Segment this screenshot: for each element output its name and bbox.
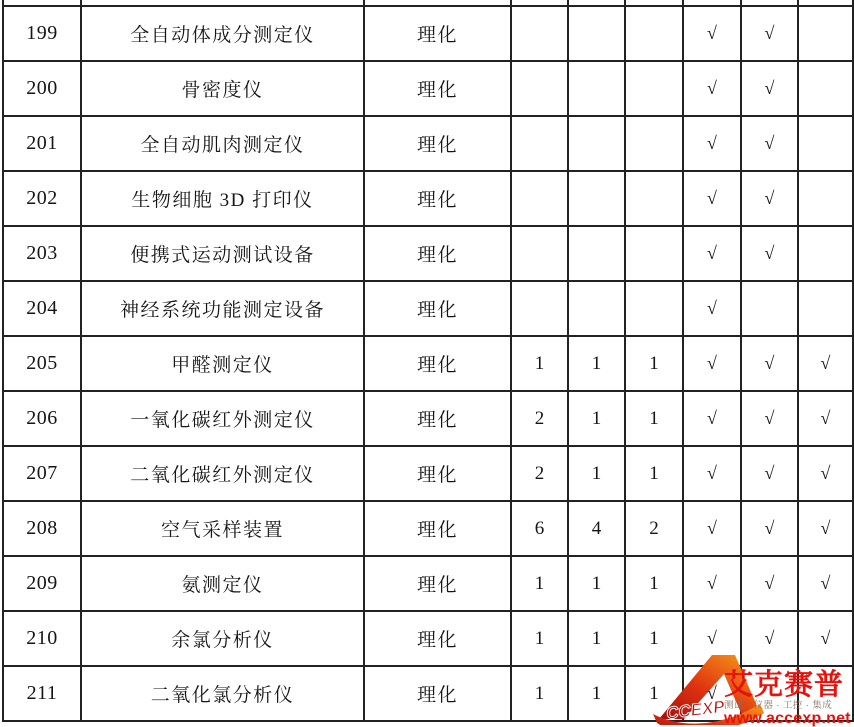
cell-c2	[741, 446, 798, 501]
cell-q2	[568, 666, 625, 721]
cell-no-text: 200	[26, 77, 58, 99]
cell-q2-text: 4	[591, 517, 602, 539]
cell-category-text: 理化	[416, 245, 458, 266]
cell-no-text: 204	[26, 297, 58, 319]
cell-c3	[798, 556, 853, 611]
cell-q1	[511, 501, 568, 556]
cell-no-text: 203	[26, 242, 58, 264]
cell-c1-text: √	[707, 682, 717, 703]
cell-category	[364, 391, 511, 446]
equipment-table	[2, 0, 854, 722]
cell-c1-text: √	[707, 407, 717, 428]
cell-c2-text: √	[764, 572, 775, 593]
cell-category-text: 理化	[416, 630, 458, 651]
cell-c3-text: √	[820, 572, 831, 593]
cell-category-text: 理化	[416, 135, 458, 156]
cell-c1-text: √	[707, 352, 717, 373]
cell-category	[364, 611, 511, 666]
cell-c3	[798, 336, 853, 391]
cell-q1	[511, 666, 568, 721]
cell-c3	[798, 171, 853, 226]
table-row	[3, 391, 853, 446]
cell-no	[3, 171, 81, 226]
cell-c2-text: √	[764, 627, 775, 648]
cell-category	[364, 666, 511, 721]
cell-c2-text: √	[764, 517, 775, 538]
cell-q3	[625, 281, 683, 336]
cell-c2	[741, 6, 798, 61]
cell-no-text: 207	[26, 462, 58, 484]
cell-q2	[568, 556, 625, 611]
cell-name-text: 生物细胞 3D 打印仪	[131, 190, 314, 211]
cell-c2	[741, 61, 798, 116]
cell-q2	[568, 281, 625, 336]
cell-name	[81, 171, 364, 226]
cell-no-text: 211	[26, 682, 58, 704]
cell-c3	[798, 61, 853, 116]
cell-c3-text: √	[820, 462, 831, 483]
cell-no	[3, 116, 81, 171]
cell-c1-text: √	[707, 242, 717, 263]
cell-c3	[798, 446, 853, 501]
table-row	[3, 336, 853, 391]
logo-ccexp-text: CCEXP	[665, 696, 726, 723]
cell-category-text: 理化	[416, 25, 458, 46]
cell-category	[364, 446, 511, 501]
cell-c1	[683, 501, 741, 556]
cell-c1	[683, 556, 741, 611]
cell-category-text: 理化	[416, 575, 458, 596]
cell-q3-text: 2	[649, 517, 659, 539]
cell-c3-text: √	[820, 407, 831, 428]
cell-q3	[625, 6, 683, 61]
cell-category-text: 理化	[416, 300, 458, 321]
cell-name-text: 二氧化碳红外测定仪	[130, 465, 315, 486]
cell-q3	[625, 556, 683, 611]
cell-q2	[568, 336, 625, 391]
table-row	[3, 171, 853, 226]
cell-category	[364, 116, 511, 171]
cell-q3-text: 1	[649, 572, 659, 594]
cell-name-text: 一氧化碳红外测定仪	[130, 410, 315, 431]
cell-category	[364, 336, 511, 391]
cell-c1-text: √	[707, 22, 717, 43]
cell-name-text: 全自动体成分测定仪	[130, 25, 315, 46]
cell-q2	[568, 391, 625, 446]
cell-c1-text: √	[707, 572, 717, 593]
cell-c3	[798, 281, 853, 336]
cell-category	[364, 281, 511, 336]
cell-c2-text: √	[764, 462, 775, 483]
cell-c2-text: √	[764, 22, 775, 43]
cell-c1	[683, 61, 741, 116]
table-row	[3, 501, 853, 556]
cell-name-text: 氨测定仪	[181, 575, 264, 596]
cell-q1	[511, 336, 568, 391]
cell-q1-text: 1	[534, 682, 545, 704]
cell-category	[364, 6, 511, 61]
cell-c2-text: √	[764, 132, 775, 153]
cell-c3-text: √	[820, 627, 831, 648]
cell-q1	[511, 611, 568, 666]
cell-name-text: 二氧化氯分析仪	[150, 685, 295, 706]
cell-c1-text: √	[707, 627, 717, 648]
cell-category	[364, 61, 511, 116]
cell-q2-text: 1	[591, 462, 602, 484]
cell-c3-text: √	[820, 517, 831, 538]
table-row	[3, 116, 853, 171]
cell-q2-text: 1	[591, 682, 602, 704]
cell-c1	[683, 226, 741, 281]
cell-q2	[568, 171, 625, 226]
watermark-url: www.accexp.net	[724, 710, 851, 727]
cell-q3	[625, 391, 683, 446]
cell-q1-text: 6	[534, 517, 545, 539]
cell-q1	[511, 171, 568, 226]
cell-category-text: 理化	[416, 190, 458, 211]
cell-name	[81, 281, 364, 336]
cell-c1	[683, 446, 741, 501]
cell-q2	[568, 446, 625, 501]
cell-c2-text: √	[764, 187, 775, 208]
cell-no-text: 209	[26, 572, 58, 594]
cell-q1	[511, 6, 568, 61]
cell-no	[3, 281, 81, 336]
cell-name	[81, 556, 364, 611]
cell-q2-text: 1	[591, 572, 602, 594]
cell-no-text: 199	[26, 22, 58, 44]
cell-no	[3, 446, 81, 501]
cell-name-text: 便携式运动测试设备	[130, 245, 315, 266]
cell-name	[81, 6, 364, 61]
cell-q1-text: 1	[534, 572, 545, 594]
cell-c3	[798, 391, 853, 446]
cell-no	[3, 666, 81, 721]
cell-name	[81, 116, 364, 171]
cell-q1	[511, 226, 568, 281]
cell-no	[3, 61, 81, 116]
cell-c1-text: √	[707, 462, 717, 483]
table-row	[3, 6, 853, 61]
cell-name	[81, 666, 364, 721]
cell-name	[81, 391, 364, 446]
cell-q2	[568, 226, 625, 281]
cell-q3-text: 1	[649, 627, 659, 649]
cell-c3-text: √	[820, 352, 831, 373]
cell-q1	[511, 281, 568, 336]
cell-category-text: 理化	[416, 355, 458, 376]
cell-name-text: 神经系统功能测定设备	[119, 300, 325, 321]
cell-q3-text: 1	[649, 462, 659, 484]
cell-name-text: 骨密度仪	[181, 80, 264, 101]
cell-c1	[683, 6, 741, 61]
cell-c2-text: √	[764, 407, 775, 428]
cell-q2	[568, 61, 625, 116]
cell-c2	[741, 556, 798, 611]
cell-q3	[625, 61, 683, 116]
cell-name-text: 余氯分析仪	[171, 630, 274, 651]
cell-c3	[798, 226, 853, 281]
cell-c2	[741, 336, 798, 391]
cell-c1-text: √	[707, 517, 717, 538]
table-row	[3, 226, 853, 281]
cell-category	[364, 226, 511, 281]
cell-q1-text: 1	[534, 627, 545, 649]
cell-category-text: 理化	[416, 80, 458, 101]
cell-no	[3, 336, 81, 391]
cell-q3-text: 1	[649, 352, 659, 374]
cell-c1	[683, 171, 741, 226]
cell-c1-text: √	[707, 77, 717, 98]
cell-category	[364, 501, 511, 556]
cell-category-text: 理化	[416, 520, 458, 541]
cell-no-text: 210	[26, 627, 58, 649]
cell-q1	[511, 446, 568, 501]
cell-category-text: 理化	[416, 465, 458, 486]
table-row	[3, 446, 853, 501]
cell-name	[81, 226, 364, 281]
cell-no	[3, 556, 81, 611]
cell-no-text: 201	[26, 132, 58, 154]
cell-q1-text: 1	[534, 352, 545, 374]
cell-name	[81, 611, 364, 666]
cell-category	[364, 171, 511, 226]
cell-no	[3, 611, 81, 666]
cell-c1	[683, 281, 741, 336]
cell-q1	[511, 116, 568, 171]
cell-name-text: 空气采样装置	[160, 520, 284, 541]
watermark-text-block	[724, 670, 854, 726]
cell-c1	[683, 116, 741, 171]
cell-name	[81, 501, 364, 556]
cell-q3	[625, 336, 683, 391]
cell-c1-text: √	[707, 297, 717, 318]
cell-no	[3, 391, 81, 446]
cell-c1-text: √	[707, 187, 717, 208]
watermark-tagline: 测试 · 仪器 · 工控 · 集成	[724, 700, 833, 711]
cell-q1-text: 2	[534, 407, 545, 429]
cell-name	[81, 446, 364, 501]
cell-c2	[741, 116, 798, 171]
cell-no-text: 206	[26, 407, 58, 429]
cell-c2	[741, 391, 798, 446]
watermark-brand: 艾克赛普	[724, 669, 845, 701]
cell-category-text: 理化	[416, 410, 458, 431]
table-row	[3, 61, 853, 116]
cell-q3	[625, 116, 683, 171]
cell-no	[3, 6, 81, 61]
cell-q1	[511, 556, 568, 611]
cell-c2-text: √	[764, 242, 775, 263]
cell-name-text: 全自动肌肉测定仪	[140, 135, 305, 156]
cell-q3-text: 1	[649, 407, 659, 429]
cell-c2	[741, 281, 798, 336]
cell-q3	[625, 226, 683, 281]
cell-c3	[798, 116, 853, 171]
cell-no-text: 208	[26, 517, 58, 539]
cell-q2	[568, 611, 625, 666]
cell-q2-text: 1	[591, 352, 602, 374]
cell-q1-text: 2	[534, 462, 545, 484]
cell-no	[3, 226, 81, 281]
cell-c2-text: √	[764, 352, 775, 373]
cell-c3	[798, 501, 853, 556]
table-row	[3, 556, 853, 611]
cell-q2	[568, 501, 625, 556]
cell-c1-text: √	[707, 132, 717, 153]
cell-c1	[683, 391, 741, 446]
table-row	[3, 281, 853, 336]
cell-q1	[511, 61, 568, 116]
accexp-watermark	[650, 653, 854, 725]
cell-c3	[798, 6, 853, 61]
cell-name	[81, 336, 364, 391]
cell-q3	[625, 171, 683, 226]
cell-c2-text: √	[764, 77, 775, 98]
cell-c1	[683, 336, 741, 391]
cell-q2-text: 1	[591, 627, 602, 649]
cell-c2	[741, 226, 798, 281]
cell-no-text: 202	[26, 187, 58, 209]
cell-name-text: 甲醛测定仪	[171, 355, 274, 376]
cell-no	[3, 501, 81, 556]
cell-q2	[568, 116, 625, 171]
cell-c2	[741, 171, 798, 226]
cell-q3	[625, 501, 683, 556]
cell-q3-text: 1	[649, 682, 659, 704]
cell-q2-text: 1	[591, 407, 602, 429]
cell-q3	[625, 446, 683, 501]
cell-category	[364, 556, 511, 611]
cell-category-text: 理化	[416, 685, 458, 706]
cell-c2	[741, 501, 798, 556]
cell-q2	[568, 6, 625, 61]
cell-q1	[511, 391, 568, 446]
cell-name	[81, 61, 364, 116]
cell-no-text: 205	[26, 352, 58, 374]
